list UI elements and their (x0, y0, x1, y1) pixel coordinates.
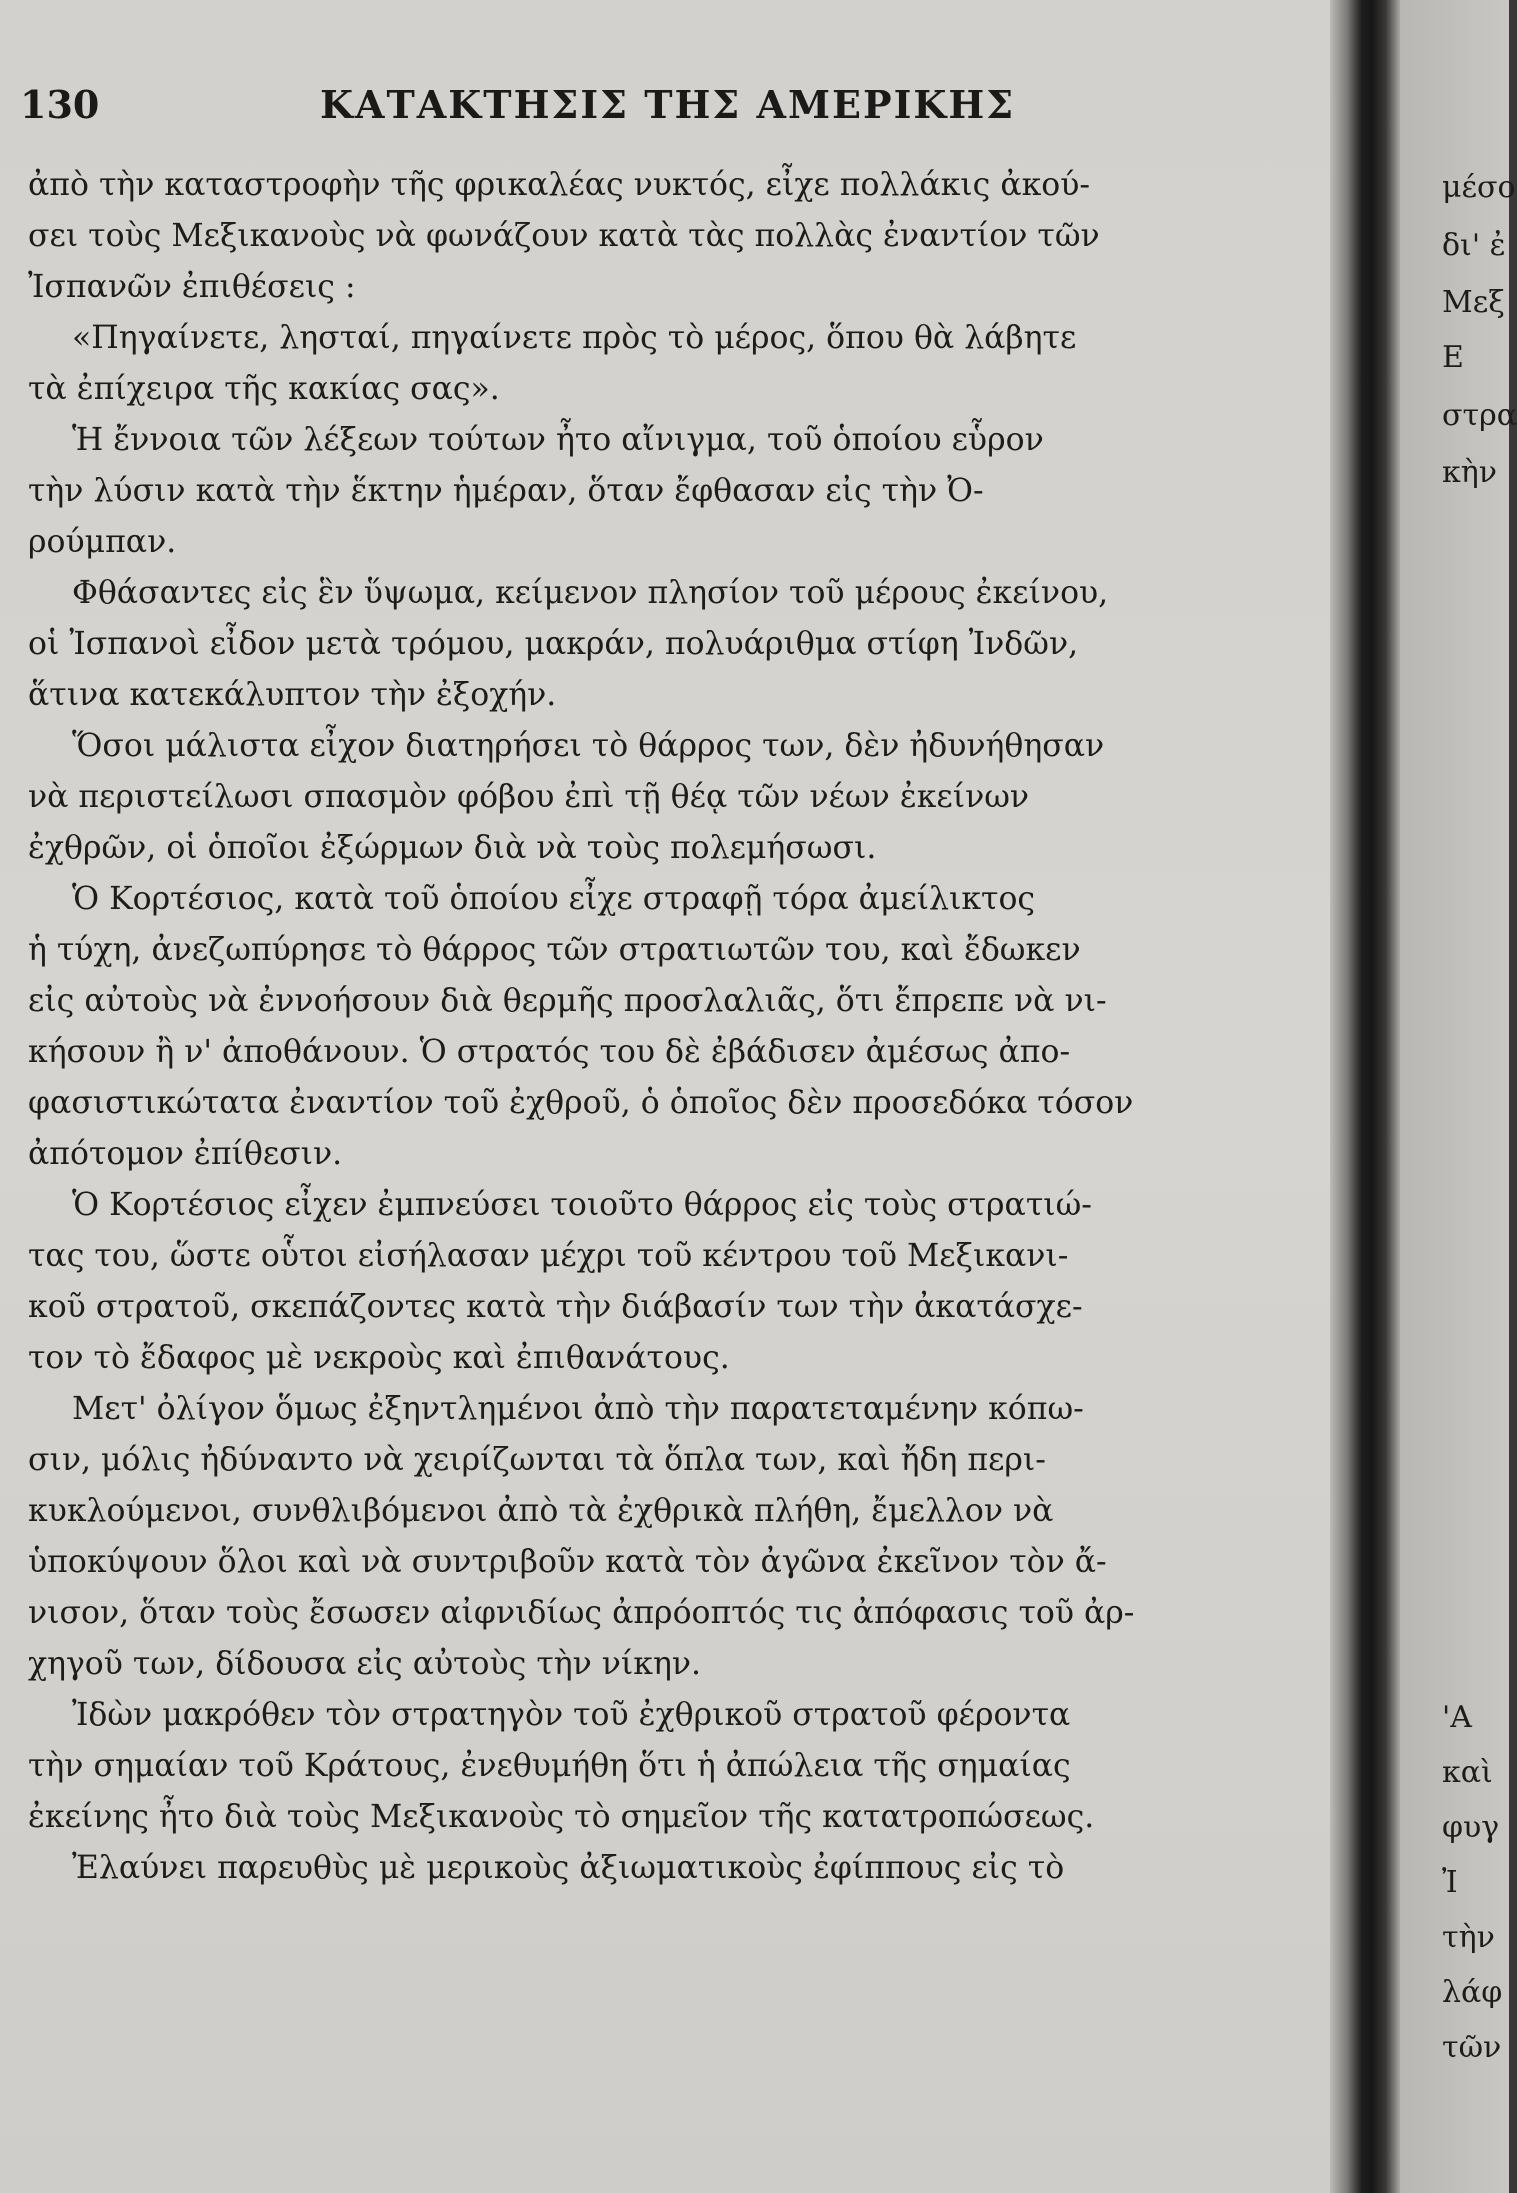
facing-line-fragment: τὴν (1442, 1920, 1495, 1955)
text-line: Ὅσοι μάλιστα εἶχον διατηρήσει τὸ θάρρος των, δὲν ἠδυνήθησαν (72, 728, 1105, 764)
book-gutter (1330, 0, 1400, 2193)
facing-line-fragment: Μεξ (1442, 285, 1505, 320)
page-number: 130 (20, 82, 100, 127)
text-line: Ἰδὼν μακρόθεν τὸν στρατηγὸν τοῦ ἐχθρικοῦ στρατοῦ φέροντα (72, 1697, 1071, 1733)
text-line: Ἐλαύνει παρευθὺς μὲ μερικοὺς ἀξιωματικοὺς ἐφίππους εἰς τὸ (72, 1850, 1065, 1886)
facing-page-edge (1400, 0, 1517, 2193)
facing-line-fragment: τῶν (1442, 2030, 1502, 2065)
text-line: σιν, μόλις ἠδύναντο νὰ χειρίζωνται τὰ ὅπλα των, καὶ ἤδη περι- (28, 1442, 1046, 1478)
running-title: ΚΑΤΑΚΤΗΣΙΣ ΤΗΣ ΑΜΕΡΙΚΗΣ (320, 82, 1016, 127)
text-line: Ἡ ἔννοια τῶν λέξεων τούτων ἦτο αἴνιγμα, τοῦ ὁποίου εὗρον (72, 422, 1044, 458)
text-line: Μετ' ὀλίγον ὅμως ἐξηντλημένοι ἀπὸ τὴν παρατεταμένην κόπω- (72, 1391, 1084, 1427)
running-header (20, 82, 1310, 132)
text-line: ὑποκύψουν ὅλοι καὶ νὰ συντριβοῦν κατὰ τὸν ἀγῶνα ἐκεῖνον τὸν ἄ- (28, 1544, 1107, 1580)
text-line: ἅτινα κατεκάλυπτον τὴν ἐξοχήν. (28, 677, 557, 713)
text-line: Ὁ Κορτέσιος, κατὰ τοῦ ὁποίου εἶχε στραφῇ τόρα ἀμείλικτος (72, 881, 1036, 917)
text-line: τὴν σημαίαν τοῦ Κράτους, ἐνεθυμήθη ὅτι ἡ ἀπώλεια τῆς σημαίας (28, 1748, 1071, 1784)
text-line: τας του, ὥστε οὗτοι εἰσήλασαν μέχρι τοῦ κέντρου τοῦ Μεξικανι- (28, 1238, 1069, 1274)
text-line: τὰ ἐπίχειρα τῆς κακίας σας». (28, 371, 500, 407)
text-line: Φθάσαντες εἰς ἓν ὕψωμα, κείμενον πλησίον τοῦ μέρους ἐκείνου, (72, 575, 1109, 611)
text-line: Ὁ Κορτέσιος εἶχεν ἐμπνεύσει τοιοῦτο θάρρος εἰς τοὺς στρατιώ- (72, 1187, 1092, 1223)
facing-line-fragment: καὶ (1442, 1755, 1493, 1790)
facing-line-fragment: δι' ἐ (1442, 228, 1506, 263)
text-line: νὰ περιστείλωσι σπασμὸν φόβου ἐπὶ τῇ θέᾳ τῶν νέων ἐκείνων (28, 779, 1030, 815)
text-line: τὴν λύσιν κατὰ τὴν ἕκτην ἡμέραν, ὅταν ἔφθασαν εἰς τὴν Ὀ- (28, 473, 984, 509)
text-line: σει τοὺς Μεξικανοὺς νὰ φωνάζουν κατὰ τὰς πολλὰς ἐναντίον τῶν (28, 218, 1100, 254)
text-line: «Πηγαίνετε, λησταί, πηγαίνετε πρὸς τὸ μέρος, ὅπου θὰ λάβητε (72, 320, 1077, 356)
text-line: ἀπὸ τὴν καταστροφὴν τῆς φρικαλέας νυκτός, εἶχε πολλάκις ἀκού- (28, 167, 1091, 203)
facing-line-fragment: φυγ (1442, 1810, 1500, 1845)
text-line: χηγοῦ των, δίδουσα εἰς αὐτοὺς τὴν νίκην. (28, 1646, 702, 1682)
text-line: ἀπότομον ἐπίθεσιν. (28, 1136, 343, 1172)
facing-line-fragment: Ε (1442, 340, 1464, 375)
text-line: κήσουν ἢ ν' ἀποθάνουν. Ὁ στρατός του δὲ ἐβάδισεν ἀμέσως ἀπο- (28, 1034, 1071, 1070)
text-line: ἐχθρῶν, οἱ ὁποῖοι ἐξώρμων διὰ νὰ τοὺς πολεμήσωσι. (28, 830, 877, 866)
text-line: ρούμπαν. (28, 524, 177, 560)
facing-line-fragment: λάφ (1442, 1975, 1503, 2010)
facing-line-fragment: Ἰ (1442, 1865, 1458, 1900)
text-line: νισον, ὅταν τοὺς ἔσωσεν αἰφνιδίως ἀπρόοπτός τις ἀπόφασις τοῦ ἀρ- (28, 1595, 1135, 1631)
page-body-text (28, 160, 1208, 1894)
text-line: εἰς αὐτοὺς νὰ ἐννοήσουν διὰ θερμῆς προσλαλιᾶς, ὅτι ἔπρεπε νὰ νι- (28, 983, 1107, 1019)
text-line: κυκλούμενοι, συνθλιβόμενοι ἀπὸ τὰ ἐχθρικὰ πλήθη, ἔμελλον νὰ (28, 1493, 1054, 1529)
text-line: Ἰσπανῶν ἐπιθέσεις : (28, 269, 356, 305)
facing-line-fragment: μέσο (1442, 170, 1516, 205)
text-line: κοῦ στρατοῦ, σκεπάζοντες κατὰ τὴν διάβασίν των τὴν ἀκατάσχε- (28, 1289, 1083, 1325)
text-line: φασιστικώτατα ἐναντίον τοῦ ἐχθροῦ, ὁ ὁποῖος δὲν προσεδόκα τόσον (28, 1085, 1134, 1121)
text-line: τον τὸ ἔδαφος μὲ νεκροὺς καὶ ἐπιθανάτους. (28, 1340, 730, 1376)
text-line: ἐκείνης ἦτο διὰ τοὺς Μεξικανοὺς τὸ σημεῖον τῆς κατατροπώσεως. (28, 1799, 1095, 1835)
facing-line-fragment: κὴν (1442, 455, 1497, 490)
facing-line-fragment: 'Α (1442, 1700, 1472, 1735)
text-line: οἱ Ἰσπανοὶ εἶδον μετὰ τρόμου, μακράν, πολυάριθμα στίφη Ἰνδῶν, (28, 626, 1079, 662)
text-line: ἡ τύχη, ἀνεζωπύρησε τὸ θάρρος τῶν στρατιωτῶν του, καὶ ἔδωκεν (28, 932, 1081, 968)
facing-line-fragment: στρα (1442, 398, 1517, 433)
